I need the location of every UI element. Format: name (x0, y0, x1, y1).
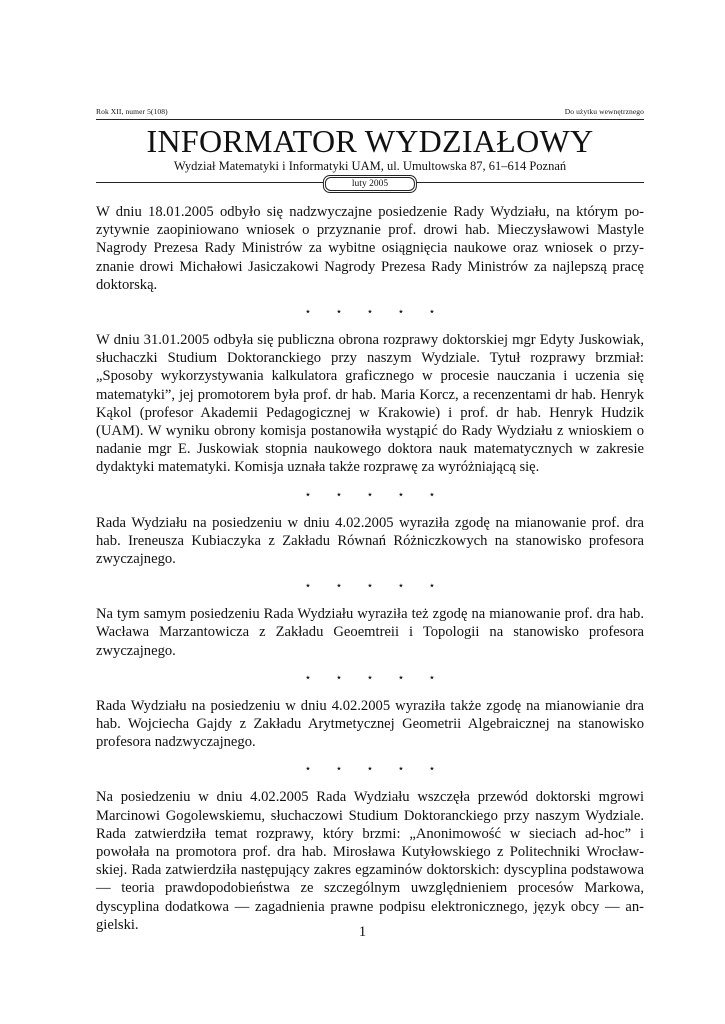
star-separator (96, 303, 644, 321)
page-number: 1 (358, 924, 367, 940)
star-icon: ⋆ (397, 306, 405, 319)
star-icon: ⋆ (304, 671, 312, 684)
star-icon: ⋆ (366, 488, 374, 501)
star-icon: ⋆ (366, 671, 374, 684)
star-icon: ⋆ (397, 580, 405, 593)
paragraph-5: Rada Wydziału na posiedzeniu w dniu 4.02.2005 wyraziła także zgodę na mianowianie dra hab. Wojciecha Gajdy z Zakładu Arytmetycznej Geometrii Algebraicznej na stanowisko profesora nadzwyczajnego. (96, 697, 644, 751)
star-separator (96, 577, 644, 595)
star-icon: ⋆ (428, 580, 436, 593)
paragraph-6: Na posiedzeniu w dniu 4.02.2005 Rada Wydziału wszczęła przewód doktorski mgrowi Marcinowi Gogolewskiemu, słuchaczowi Studium Doktoranckiego przy naszym Wydziale. Rada zatwierdziła temat rozprawy, który brzmi: „Anonimowość w sieciach ad-hoc” i powołała na promotora prof. dra hab. Mirosława Kutyłowskiego z Politechniki Wrocławskiej. Rada zatwierdziła następujący zakres egzaminów doktorskich: dyscyplina podstawowa — teoria prawdopodobieństwa ze szczególnym uwzględnieniem procesów Markowa, dyscyplina dodatkowa — zagadnienia prawne podpisu elektronicznego, język obcy — angielski. (96, 789, 644, 933)
star-icon: ⋆ (428, 671, 436, 684)
date-badge (323, 175, 417, 193)
star-separator (96, 486, 644, 504)
star-icon: ⋆ (366, 763, 374, 776)
star-icon: ⋆ (304, 580, 312, 593)
paragraph-1: W dniu 18.01.2005 odbyło się nadzwyczajne posiedzenie Rady Wydziału, na którym pozytywnie zaopiniowano wniosek o przyznanie prof. drowi hab. Mieczysławowi Mastyle Nagrody Prezesa Rady Ministrów za wybitne osiągnięcia naukowe oraz wniosek o przyznanie drowi Michałowi Jasiczakowi Nagrody Prezesa Rady Ministrów za najlepszą pracę doktorską. (96, 204, 644, 293)
star-icon: ⋆ (304, 306, 312, 319)
star-separator (96, 669, 644, 687)
star-icon: ⋆ (304, 763, 312, 776)
star-icon: ⋆ (428, 763, 436, 776)
star-icon: ⋆ (335, 763, 343, 776)
issue-label: Rok XII, numer 5(108) (96, 107, 168, 116)
usage-label: Do użytku wewnętrznego (564, 107, 644, 116)
newsletter-title: INFORMATOR WYDZIAŁOWY (146, 123, 594, 159)
star-icon: ⋆ (366, 580, 374, 593)
star-icon: ⋆ (397, 671, 405, 684)
paragraph-2: W dniu 31.01.2005 odbyła się publiczna obrona rozprawy doktorskiej mgr Edyty Juskowiak, słuchaczki Studium Doktoranckiego przy naszym Wydziale. Tytuł rozprawy brzmiał: „Sposoby wykorzystywania kalkulatora graficznego w procesie nauczania i uczenia się matematyki”, jej promotorem była prof. dr hab. Maria Korcz, a recenzentami dr hab. Henryk Kąkol (profesor Akademii Pedagogicznej w Krakowie) i prof. dr hab. Henryk Hudzik (UAM). W wyniku obrony komisja postanowiła wystąpić do Rady Wydziału z wnioskiem o nadanie mgr E. Juskowiak stopnia naukowego doktora nauk matematycznych w zakresie dydaktyki matematyki. Komisja uznała także rozprawę za wyróżniającą się. (96, 332, 644, 476)
star-icon: ⋆ (397, 763, 405, 776)
faculty-address: Wydział Matematyki i Informatyki UAM, ul. Umultowska 87, 61–614 Poznań (173, 159, 567, 173)
star-icon: ⋆ (335, 671, 343, 684)
star-icon: ⋆ (366, 306, 374, 319)
star-icon: ⋆ (428, 306, 436, 319)
paragraph-4: Na tym samym posiedzeniu Rada Wydziału wyraziła też zgodę na mianowanie prof. dra hab. Wacława Marzantowicza z Zakładu Geoemtreii i Topologii na stanowisko profesora zwyczajnego. (96, 606, 644, 659)
star-icon: ⋆ (304, 488, 312, 501)
header-rule (96, 119, 644, 120)
paragraph-3: Rada Wydziału na posiedzeniu w dniu 4.02.2005 wyraziła zgodę na mianowanie prof. dra hab. Ireneusza Kubiaczyka z Zakładu Równań Różniczkowych na stanowisko profesora zwyczajnego. (96, 514, 644, 568)
header-topline (96, 106, 644, 118)
star-icon: ⋆ (335, 488, 343, 501)
star-separator (96, 760, 644, 778)
document-page (96, 106, 644, 934)
issue-date: luty 2005 (325, 177, 415, 191)
date-row (96, 175, 644, 191)
star-icon: ⋆ (397, 488, 405, 501)
star-icon: ⋆ (335, 306, 343, 319)
star-icon: ⋆ (335, 580, 343, 593)
article-body (96, 203, 644, 934)
star-icon: ⋆ (428, 488, 436, 501)
